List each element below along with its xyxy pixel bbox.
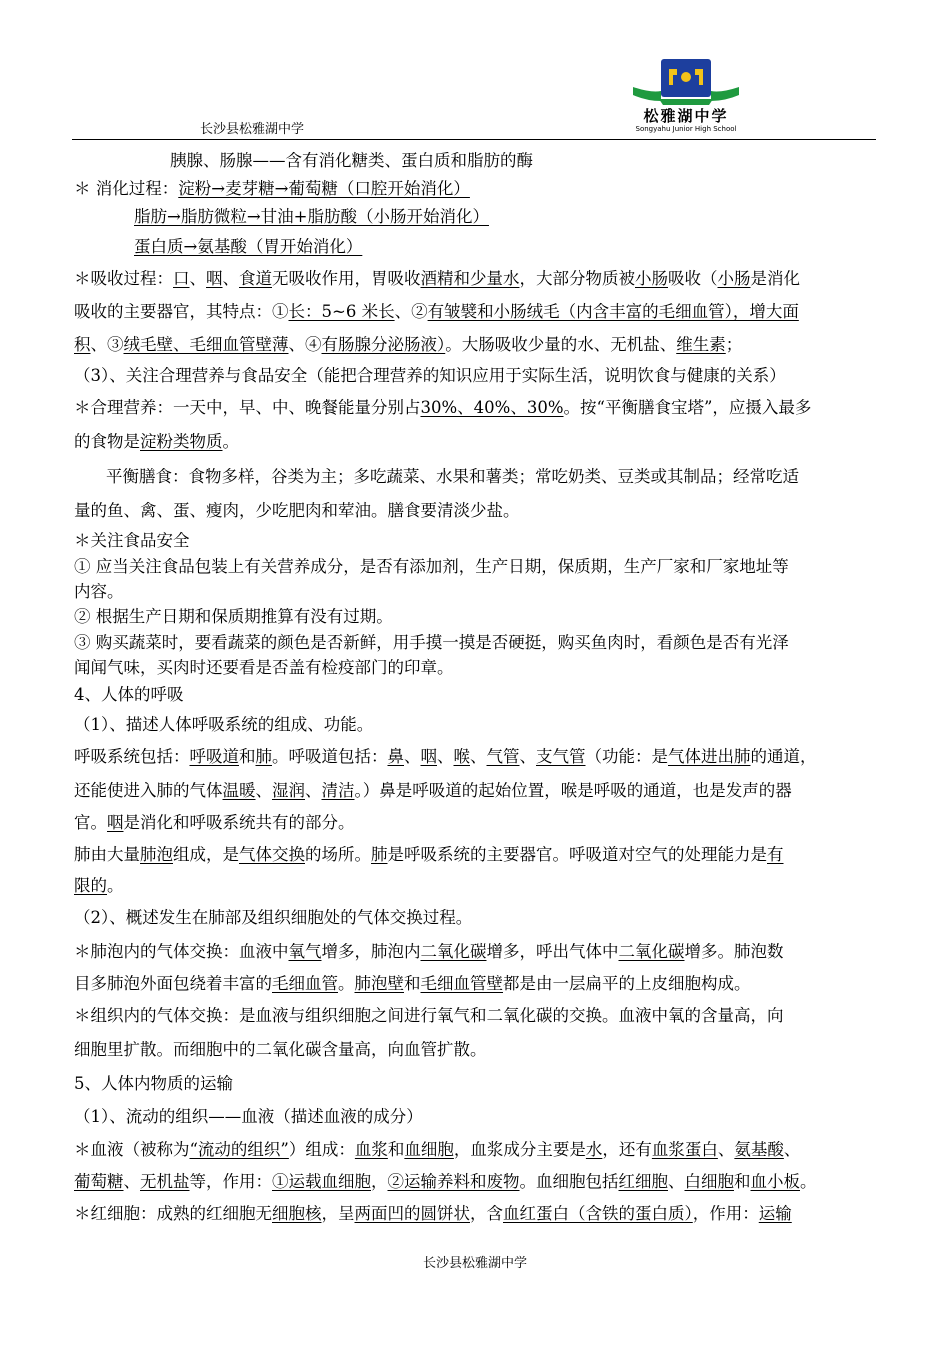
text-segment: 。按“平衡膳食宝塔”，应摄入最多: [563, 398, 812, 417]
underlined-key-term: 清洁: [321, 781, 355, 800]
underlined-key-term: 小肠: [717, 269, 751, 288]
text-segment: 肺由大量: [74, 845, 140, 864]
text-segment: ＊ 消化过程：: [74, 179, 179, 198]
underlined-key-term: 咽: [107, 813, 124, 832]
header-school-name: 长沙县松雅湖中学: [200, 122, 305, 137]
underlined-key-term: 血浆: [354, 1140, 388, 1159]
text-segment: 。: [800, 1172, 817, 1191]
text-line: [74, 459, 880, 494]
text-segment: 是消化和呼吸系统共有的部分。: [123, 813, 355, 832]
text-segment: 组成，是: [173, 845, 239, 864]
underlined-key-term: 湿润: [272, 781, 305, 800]
underlined-key-term: 血小板: [750, 1172, 800, 1191]
school-logo: [618, 55, 754, 134]
text-segment: ＊血液（被称为: [74, 1140, 190, 1159]
text-segment: 闻闻气味，买肉时还要看是否盖有检疫部门的印章。: [74, 658, 454, 677]
underlined-key-term: 肺泡: [140, 845, 173, 864]
underlined-key-term: 水: [585, 1140, 603, 1159]
text-line: [74, 969, 880, 999]
text-segment: ＊红细胞：成熟的红细胞无: [74, 1204, 272, 1223]
text-segment: （3）、关注合理营养与食品安全（能把合理营养的知识应用于实际生活，说明饮食与健康的关系）: [74, 366, 786, 385]
text-segment: 。大肠吸收少量的水、无机盐、: [445, 335, 677, 354]
underlined-key-term: 30%、40%、30%: [420, 398, 564, 417]
text-segment: ＊组织内的气体交换：是血液与组织细胞之间进行氧气和二氧化碳的交换。血液中氧的含量高，向: [74, 1006, 784, 1025]
logo-school-english-name: Songyahu Junior High School: [635, 125, 737, 133]
text-line: [74, 740, 880, 774]
underlined-key-term: 氨基酸: [734, 1140, 784, 1159]
underlined-key-term: 维生素: [676, 335, 726, 354]
text-segment: 、③: [90, 335, 124, 354]
text-segment: ＊肺泡内的气体交换：血液中: [74, 942, 289, 961]
text-line: [74, 1033, 880, 1067]
underlined-key-term: 红细胞: [618, 1172, 668, 1191]
text-segment: 目多肺泡外面包绕着丰富的: [74, 974, 272, 993]
text-segment: 、: [189, 269, 206, 288]
underlined-key-term: 咽: [420, 747, 437, 766]
underlined-key-term: 淀粉类物质: [140, 432, 223, 451]
text-line: [74, 901, 880, 935]
text-line: [74, 554, 880, 580]
underlined-key-term: 蛋白质→氨基酸（胃开始消化）: [134, 237, 363, 256]
text-line: [74, 774, 880, 808]
text-segment: 增多，肺泡内: [321, 942, 421, 961]
text-segment: 无吸收作用，胃吸收: [272, 269, 421, 288]
text-segment: 增多，呼出气体中: [486, 942, 619, 961]
underlined-key-term: 氧气: [288, 942, 322, 961]
underlined-key-term: 无机盐: [140, 1172, 190, 1191]
text-line: [74, 425, 880, 459]
text-segment: 。）鼻是呼吸道的起始位置，喉是呼吸的通道，也是发声的器: [354, 781, 792, 800]
text-segment: 细胞里扩散。而细胞中的二氧化碳含量高，向血管扩散。: [74, 1040, 487, 1059]
underlined-key-term: 有肠腺分泌肠液）: [321, 335, 446, 354]
text-segment: ＊合理营养：一天中，早、中、晚餐能量分别占: [74, 398, 421, 417]
text-segment: 。呼吸道包括：: [272, 747, 388, 766]
text-segment: 、: [222, 269, 239, 288]
text-segment: ，作用：: [692, 1204, 759, 1223]
text-segment: 和: [239, 747, 256, 766]
text-segment: 、②: [394, 302, 428, 321]
text-segment: ；: [725, 335, 743, 354]
underlined-key-term: 运输: [758, 1204, 792, 1223]
text-line: [74, 710, 880, 740]
text-line: [74, 391, 880, 425]
underlined-key-term: 积: [74, 335, 91, 354]
text-line: [74, 232, 880, 262]
underlined-key-term: 白细胞: [684, 1172, 734, 1191]
underlined-key-term: 呼吸道: [189, 747, 239, 766]
underlined-key-term: 气体进出肺: [668, 747, 751, 766]
text-segment: ① 应当关注食品包装上有关营养成分，是否有添加剂，生产日期，保质期，生产厂家和厂家地址等: [74, 557, 789, 576]
school-emblem-icon: [631, 55, 741, 107]
text-line: [74, 838, 880, 871]
underlined-key-term: 酒精和少量水: [420, 269, 520, 288]
text-segment: ，大部分物质被: [519, 269, 635, 288]
text-line: [74, 328, 880, 361]
text-line: [74, 680, 880, 710]
text-segment: 、: [437, 747, 454, 766]
text-line: [74, 1133, 880, 1167]
underlined-key-term: 温暖: [222, 781, 256, 800]
text-segment: 、: [404, 747, 421, 766]
text-line: [74, 176, 880, 202]
underlined-key-term: 气管: [486, 747, 520, 766]
text-line: [74, 871, 880, 901]
text-line: [74, 935, 880, 969]
text-line: [74, 656, 880, 680]
text-line: [74, 999, 880, 1033]
text-segment: 、: [255, 781, 272, 800]
text-segment: ，还有: [602, 1140, 652, 1159]
text-line: [74, 1167, 880, 1197]
underlined-key-term: 二氧化碳: [618, 942, 685, 961]
text-segment: 是消化: [750, 269, 800, 288]
text-segment: ② 根据生产日期和保质期推算有没有过期。: [74, 607, 393, 626]
text-line: [74, 580, 880, 604]
text-segment: 和: [734, 1172, 751, 1191]
text-segment: ，含: [470, 1204, 503, 1223]
underlined-key-term: 两面凹的圆饼状: [354, 1204, 470, 1223]
underlined-key-term: 肺: [255, 747, 272, 766]
underlined-key-term: 小肠: [635, 269, 668, 288]
text-segment: 是呼吸系统的主要器官。呼吸道对空气的处理能力是: [387, 845, 767, 864]
underlined-key-term: 喉: [453, 747, 470, 766]
text-line: [74, 604, 880, 630]
text-line: [74, 295, 880, 328]
text-line: [74, 146, 880, 176]
underlined-key-term: 咽: [206, 269, 223, 288]
logo-school-name: 松雅湖中学: [643, 107, 729, 125]
underlined-key-term: 肺泡壁: [354, 974, 404, 993]
text-segment: 、: [470, 747, 487, 766]
text-segment: 5、人体内物质的运输: [74, 1074, 233, 1093]
text-line: [74, 361, 880, 391]
text-segment: （1）、流动的组织——血液（描述血液的成分）: [74, 1107, 423, 1126]
text-segment: 还能使进入肺的气体: [74, 781, 223, 800]
text-segment: ③ 购买蔬菜时，要看蔬菜的颜色是否新鲜，用手摸一摸是否硬挺，购买鱼肉时，看颜色是否有光泽: [74, 633, 789, 652]
text-segment: 内容。: [74, 582, 124, 601]
text-segment: 。: [107, 876, 124, 895]
text-segment: 和: [404, 974, 421, 993]
underlined-key-term: 淀粉→麦芽糖→葡萄糖（口腔开始消化）: [178, 179, 470, 198]
text-segment: 。: [338, 974, 355, 993]
underlined-key-term: 限的: [74, 876, 107, 895]
text-line: [74, 202, 880, 232]
underlined-key-term: 血浆蛋白: [651, 1140, 718, 1159]
text-segment: 、: [717, 1140, 735, 1159]
text-segment: ＊吸收过程：: [74, 269, 173, 288]
document-body: [74, 146, 880, 1231]
underlined-key-term: 细胞核: [272, 1204, 322, 1223]
text-line: [74, 494, 880, 528]
text-segment: 增多。肺泡数: [684, 942, 784, 961]
underlined-key-term: “流动的组织”: [189, 1140, 289, 1159]
text-segment: （1）、描述人体呼吸系统的组成、功能。: [74, 715, 374, 734]
text-segment: 。血细胞包括: [519, 1172, 619, 1191]
underlined-key-term: 血细胞: [404, 1140, 454, 1159]
underlined-key-term: 长：5~6 米长: [288, 302, 395, 321]
text-segment: 。: [222, 432, 239, 451]
underlined-key-term: 气体交换: [239, 845, 305, 864]
text-segment: 、④: [288, 335, 322, 354]
text-segment: ，血浆成分主要是: [453, 1140, 586, 1159]
text-segment: 、: [305, 781, 322, 800]
underlined-key-term: 血红蛋白（含铁的蛋白质）: [503, 1204, 693, 1223]
text-line: [74, 1100, 880, 1133]
underlined-key-term: 有: [767, 845, 784, 864]
underlined-key-term: 葡萄糖: [74, 1172, 124, 1191]
underlined-key-term: 口: [173, 269, 190, 288]
text-segment: 4、人体的呼吸: [74, 685, 184, 704]
text-segment: 的食物是: [74, 432, 140, 451]
underlined-key-term: 绒毛壁、毛细血管壁薄: [123, 335, 289, 354]
underlined-key-term: 有皱襞和小肠绒毛（内含丰富的毛细血管），增大面: [427, 302, 799, 321]
text-segment: （2）、概述发生在肺部及组织细胞处的气体交换过程。: [74, 908, 473, 927]
underlined-key-term: 肺: [371, 845, 388, 864]
text-segment: ，呈: [321, 1204, 355, 1223]
text-segment: 平衡膳食：食物多样，谷类为主；多吃蔬菜、水果和薯类；常吃奶类、豆类或其制品；经常吃适: [106, 467, 799, 486]
underlined-key-term: ②运输养料和废物: [387, 1172, 520, 1191]
text-segment: 和: [387, 1140, 405, 1159]
underlined-key-term: 食道: [239, 269, 272, 288]
text-segment: 量的鱼、禽、蛋、瘦肉，少吃肥肉和荤油。膳食要清淡少盐。: [74, 501, 520, 520]
text-segment: （功能：是: [585, 747, 668, 766]
footer-school-name: 长沙县松雅湖中学: [422, 1256, 527, 1271]
text-segment: 、: [668, 1172, 685, 1191]
text-segment: ）组成：: [288, 1140, 355, 1159]
underlined-key-term: 二氧化碳: [420, 942, 487, 961]
underlined-key-term: 毛细血管: [272, 974, 338, 993]
text-segment: 都是由一层扁平的上皮细胞构成。: [503, 974, 751, 993]
underlined-key-term: ①运载血细胞: [272, 1172, 371, 1191]
text-segment: 吸收的主要器官，其特点：①: [74, 302, 289, 321]
underlined-key-term: 鼻: [387, 747, 404, 766]
underlined-key-term: 毛细血管壁: [420, 974, 503, 993]
text-segment: 呼吸系统包括：: [74, 747, 190, 766]
text-segment: 等，作用：: [189, 1172, 272, 1191]
text-segment: 的场所。: [305, 845, 371, 864]
text-segment: 胰腺、肠腺——含有消化糖类、蛋白质和脂肪的酶: [170, 151, 533, 170]
text-segment: 、: [123, 1172, 140, 1191]
underlined-key-term: 支气管: [536, 747, 586, 766]
text-segment: 的通道，: [750, 747, 817, 766]
text-segment: ，: [371, 1172, 388, 1191]
text-segment: ＊关注食品安全: [74, 531, 190, 550]
text-line: [74, 1067, 880, 1100]
text-line: [74, 1197, 880, 1231]
text-line: [74, 262, 880, 295]
text-segment: 、: [519, 747, 536, 766]
text-segment: 官。: [74, 813, 107, 832]
underlined-key-term: 脂肪→脂肪微粒→甘油+脂肪酸（小肠开始消化）: [134, 207, 489, 226]
header-divider: [72, 139, 876, 140]
text-segment: 吸收（: [668, 269, 718, 288]
text-line: [74, 528, 880, 554]
text-line: [74, 808, 880, 838]
text-line: [74, 630, 880, 656]
text-segment: 、: [783, 1140, 801, 1159]
